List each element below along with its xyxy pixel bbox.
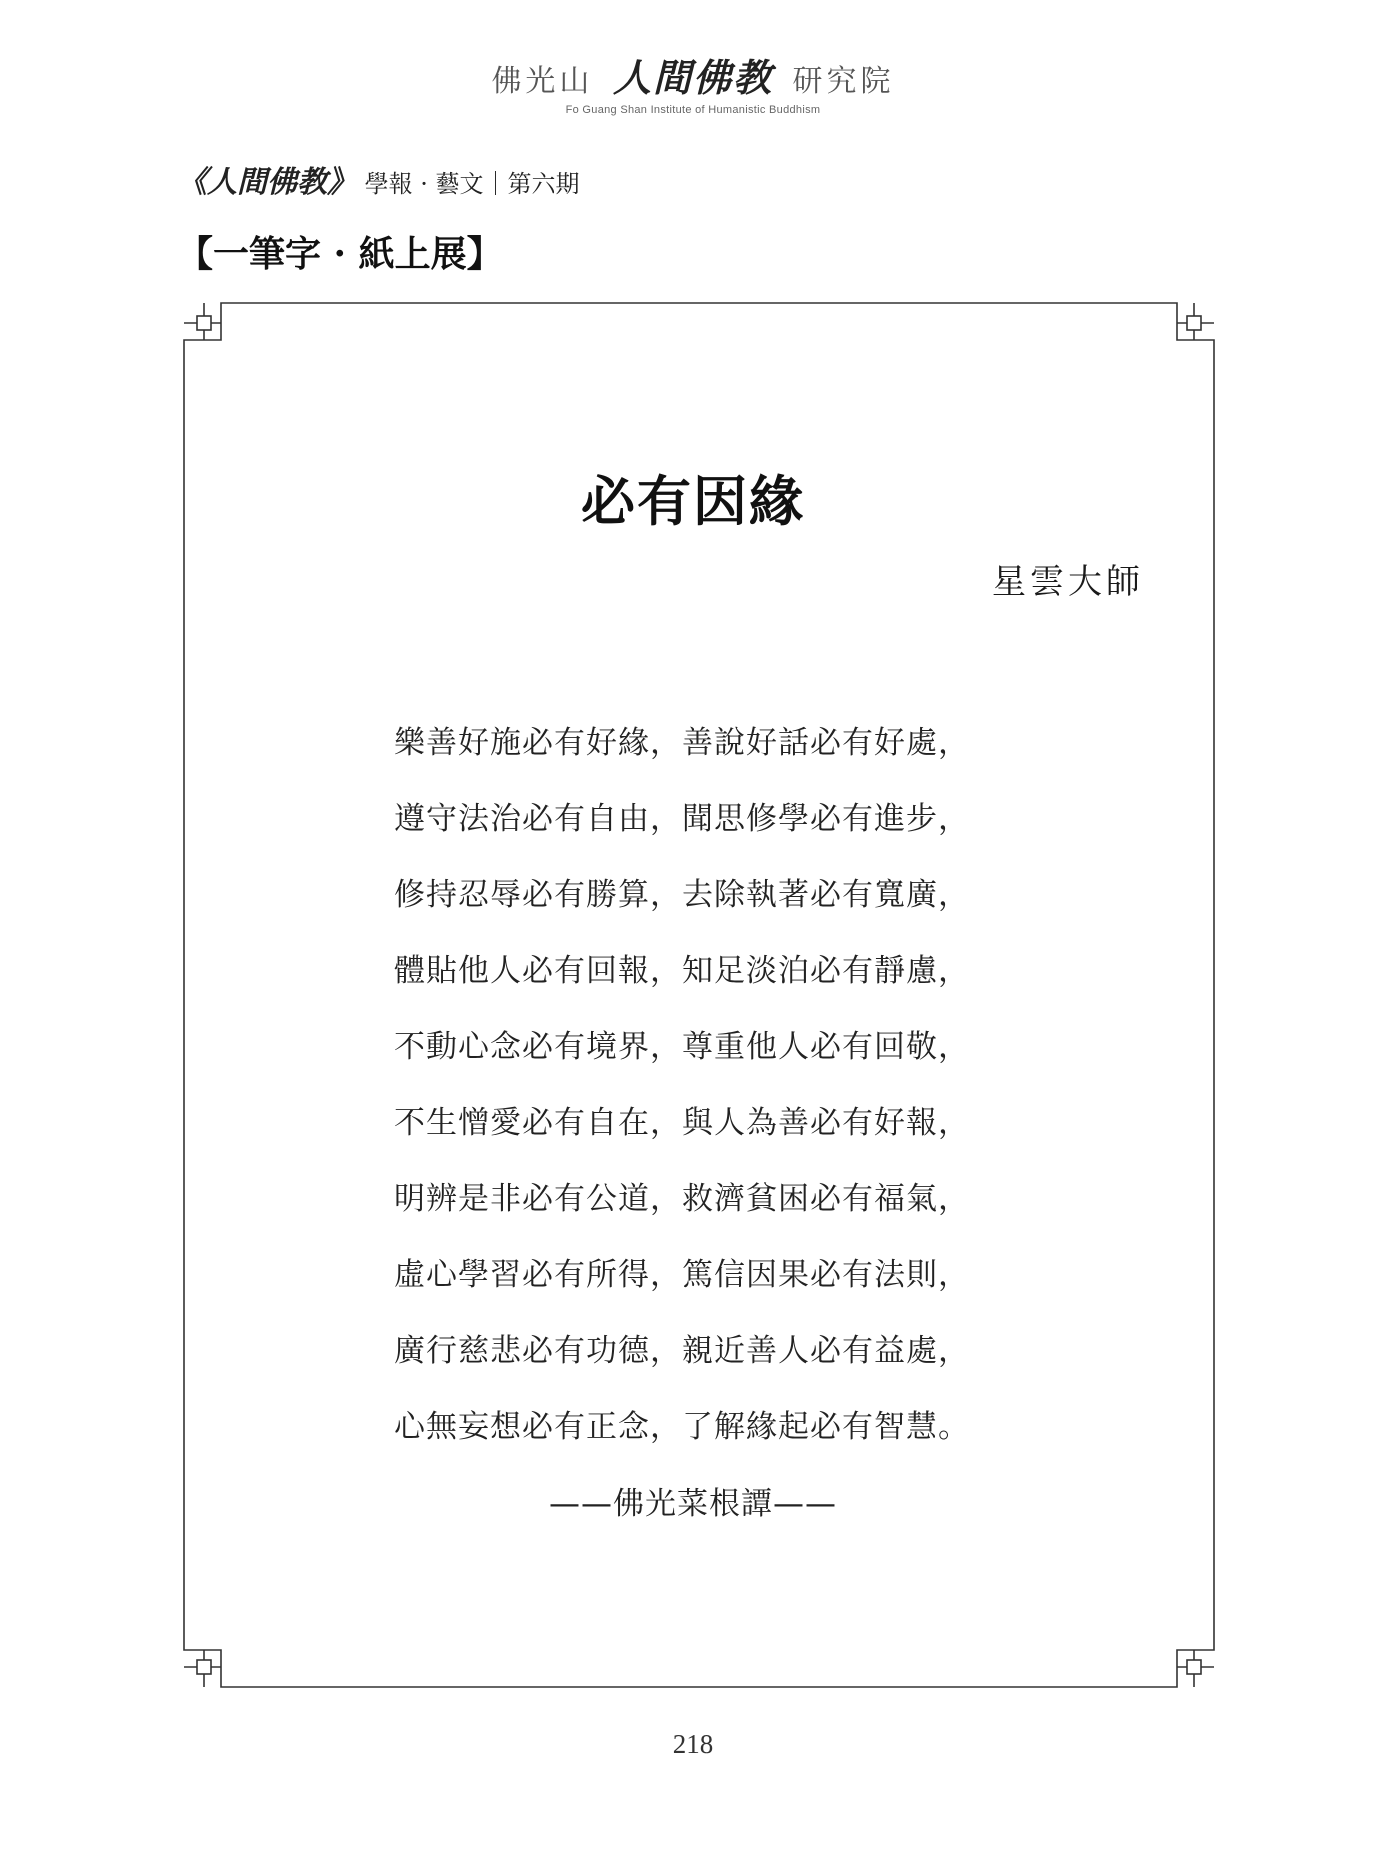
poem-line: 廣行慈悲必有功德，親近善人必有益處， xyxy=(394,1333,970,1369)
poem-line: 心無妄想必有正念，了解緣起必有智慧。 xyxy=(394,1409,970,1445)
poem-title: 必有因緣 xyxy=(581,469,805,533)
section-heading: 【一筆字 · 紙上展】 xyxy=(177,233,503,275)
poem-line: 修持忍辱必有勝算，去除執著必有寬廣， xyxy=(394,877,970,913)
journal-running-header xyxy=(177,166,580,201)
poem-author: 星雲大師 xyxy=(992,562,1144,602)
journal-name: 《人間佛教》 xyxy=(177,165,357,200)
institute-suffix: 研究院 xyxy=(792,64,895,99)
institute-title xyxy=(0,55,1386,102)
institute-calligraphy-logo: 人間佛教 xyxy=(612,55,773,100)
poem-body xyxy=(394,722,1014,1482)
poem-source: ——佛光菜根譚—— xyxy=(549,1486,837,1522)
poem-line: 遵守法治必有自由，聞思修學必有進步， xyxy=(394,801,970,837)
poem-line: 不生憎愛必有自在，與人為善必有好報， xyxy=(394,1105,970,1141)
institute-header xyxy=(0,55,1386,116)
institute-english-name: Fo Guang Shan Institute of Humanistic Buddhism xyxy=(565,104,821,116)
journal-section-info: 學報 · 藝文｜第六期 xyxy=(364,170,580,198)
institute-prefix: 佛光山 xyxy=(491,64,594,99)
poem-line: 樂善好施必有好緣，善說好話必有好處， xyxy=(394,725,970,761)
page-number: 218 xyxy=(672,1729,714,1759)
poem-line: 不動心念必有境界，尊重他人必有回敬， xyxy=(394,1029,970,1065)
poem-line: 體貼他人必有回報，知足淡泊必有靜慮， xyxy=(394,953,970,989)
poem-line: 明辨是非必有公道，救濟貧困必有福氣， xyxy=(394,1181,970,1217)
poem-line: 虛心學習必有所得，篤信因果必有法則， xyxy=(394,1257,970,1293)
